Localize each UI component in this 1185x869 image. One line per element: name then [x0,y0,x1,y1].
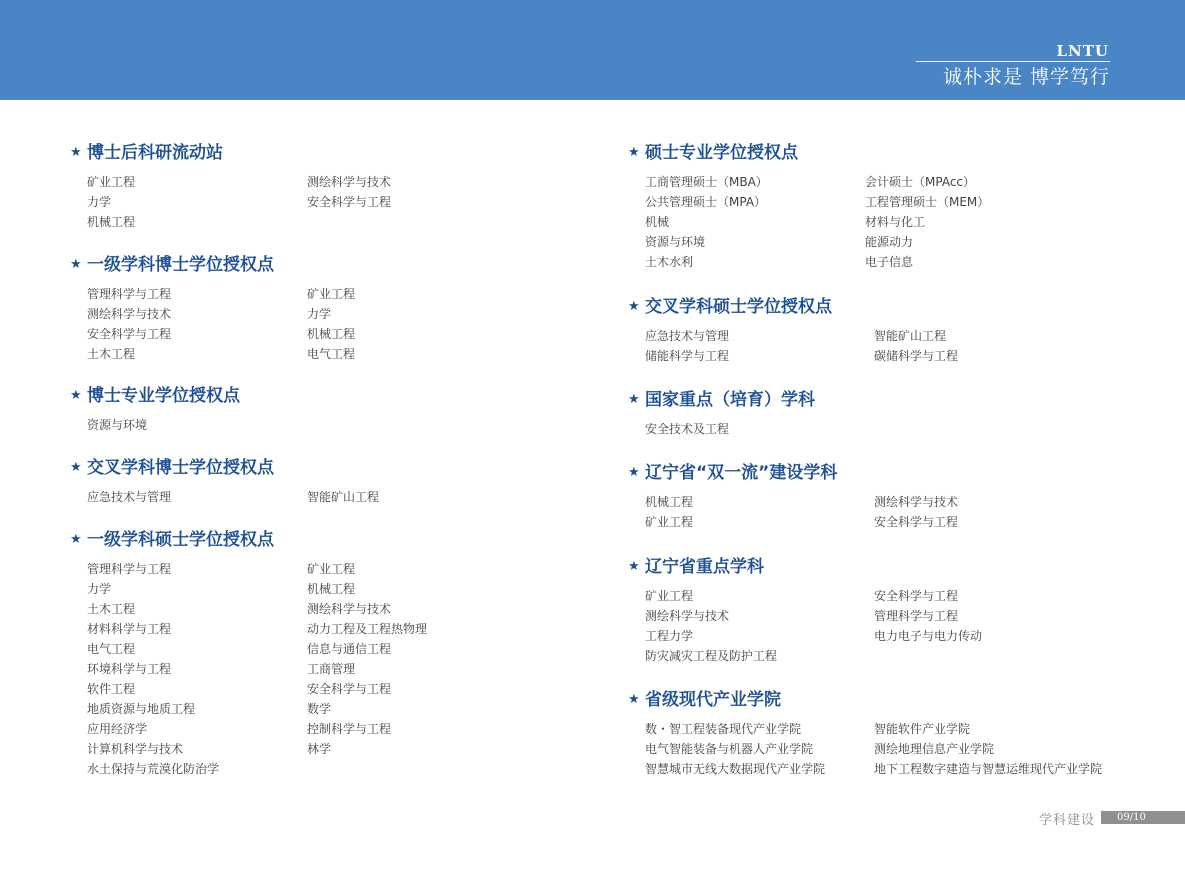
section-title: 博士专业学位授权点 [87,386,240,406]
subject-section [628,294,1134,366]
subject-item: 地下工程数字建造与智慧运维现代产业学院 [874,762,1103,776]
subject-item: 信息与通信工程 [307,642,392,656]
subject-item: 力学 [307,307,332,321]
subject-item: 机械工程 [645,495,694,509]
subject-list [628,492,1134,532]
subject-list [628,586,1134,666]
star-icon: ★ [70,532,82,547]
section-title: 省级现代产业学院 [645,690,781,710]
subject-item: 智能矿山工程 [307,490,380,504]
subject-item: 机械工程 [307,327,356,341]
subject-item: 土木工程 [87,602,136,616]
subject-item: 机械 [645,215,670,229]
subject-item: 林学 [307,742,332,756]
section-title: 一级学科硕士学位授权点 [87,530,274,550]
subject-item: 安全科学与工程 [874,589,959,603]
subject-item: 测绘科学与技术 [645,609,730,623]
subject-item: 安全科学与工程 [874,515,959,529]
subject-list [70,415,527,435]
star-icon: ★ [70,145,82,160]
star-icon: ★ [628,692,640,707]
subject-item: 智能软件产业学院 [874,722,971,736]
subject-section [628,554,1134,666]
subject-item: 矿业工程 [307,287,356,301]
section-heading [628,554,1134,580]
subject-item: 矿业工程 [307,562,356,576]
subject-list [628,326,1134,366]
star-icon: ★ [628,145,640,160]
subject-item: 应用经济学 [87,722,148,736]
subject-item: 数・智工程装备现代产业学院 [645,722,802,736]
subject-item: 电气工程 [87,642,136,656]
subject-item: 测绘科学与技术 [874,495,959,509]
star-icon: ★ [628,559,640,574]
subject-item: 应急技术与管理 [645,329,730,343]
subject-section [628,140,1085,272]
section-heading [628,140,1085,166]
subject-section [70,140,527,232]
star-icon: ★ [70,388,82,403]
subject-item: 管理科学与工程 [87,562,172,576]
subject-item: 工商管理硕士（MBA） [645,175,768,189]
university-abbreviation: LNTU [1056,42,1109,60]
subject-item: 土木工程 [87,347,136,361]
section-heading [628,387,1134,413]
subject-item: 储能科学与工程 [645,349,730,363]
section-heading [628,294,1134,320]
subject-item: 数学 [307,702,332,716]
star-icon: ★ [628,465,640,480]
section-title: 辽宁省“双一流”建设学科 [645,463,838,483]
subject-item: 碳储科学与工程 [874,349,959,363]
footer-section-label: 学科建设 [1039,813,1096,828]
star-icon: ★ [70,257,82,272]
subject-item: 公共管理硕士（MPA） [645,195,767,209]
subject-item: 工程管理硕士（MEM） [865,195,990,209]
subject-item: 资源与环境 [645,235,706,249]
section-title: 交叉学科硕士学位授权点 [645,297,832,317]
university-motto: 诚朴求是 博学笃行 [942,66,1110,88]
subject-item: 管理科学与工程 [874,609,959,623]
header-banner [0,0,1185,100]
subject-item: 机械工程 [307,582,356,596]
section-heading [70,455,527,481]
subject-section [70,455,527,507]
section-heading [628,460,1134,486]
subject-item: 资源与环境 [87,418,148,432]
section-heading [70,252,527,278]
subject-section [628,387,1134,439]
subject-section [70,527,527,779]
subject-item: 力学 [87,195,112,209]
section-title: 交叉学科博士学位授权点 [87,458,274,478]
subject-item: 会计硕士（MPAcc） [865,175,976,189]
subject-item: 测绘科学与技术 [87,307,172,321]
subject-item: 电气工程 [307,347,356,361]
subject-list [70,172,527,232]
subject-item: 计算机科学与技术 [87,742,184,756]
star-icon: ★ [628,299,640,314]
subject-item: 测绘科学与技术 [307,175,392,189]
subject-item: 安全科学与工程 [87,327,172,341]
subject-item: 地质资源与地质工程 [87,702,196,716]
subject-list [70,559,527,779]
star-icon: ★ [70,460,82,475]
subject-item: 动力工程及工程热物理 [307,622,428,636]
section-heading [70,527,527,553]
subject-item: 材料与化工 [865,215,926,229]
subject-item: 电气智能装备与机器人产业学院 [645,742,814,756]
subject-list [628,419,1134,439]
subject-item: 软件工程 [87,682,136,696]
subject-list [628,172,1085,272]
subject-item: 应急技术与管理 [87,490,172,504]
section-heading [628,687,1134,713]
subject-item: 土木水利 [645,255,694,269]
star-icon: ★ [628,392,640,407]
section-title: 国家重点（培育）学科 [645,390,815,410]
subject-section [628,687,1134,779]
subject-list [70,284,527,364]
subject-section [628,460,1134,532]
subject-item: 水土保持与荒漠化防治学 [87,762,220,776]
subject-item: 测绘科学与技术 [307,602,392,616]
subject-item: 能源动力 [865,235,914,249]
subject-item: 材料科学与工程 [87,622,172,636]
subject-item: 电力电子与电力传动 [874,629,983,643]
section-title: 辽宁省重点学科 [645,557,764,577]
subject-item: 工商管理 [307,662,356,676]
subject-item: 控制科学与工程 [307,722,392,736]
subject-item: 矿业工程 [87,175,136,189]
subject-section [70,383,527,435]
subject-section [70,252,527,364]
subject-list [70,487,527,507]
subject-item: 安全技术及工程 [645,422,730,436]
subject-list [628,719,1134,779]
section-heading [70,383,527,409]
subject-item: 安全科学与工程 [307,195,392,209]
subject-item: 测绘地理信息产业学院 [874,742,995,756]
section-title: 硕士专业学位授权点 [645,143,798,163]
subject-item: 防灾减灾工程及防护工程 [645,649,778,663]
subject-item: 智慧城市无线大数据现代产业学院 [645,762,826,776]
subject-item: 智能矿山工程 [874,329,947,343]
subject-item: 矿业工程 [645,589,694,603]
subject-item: 工程力学 [645,629,694,643]
section-title: 博士后科研流动站 [87,143,223,163]
subject-item: 矿业工程 [645,515,694,529]
subject-item: 安全科学与工程 [307,682,392,696]
page-number: 09/10 [1101,811,1185,824]
subject-item: 环境科学与工程 [87,662,172,676]
subject-item: 电子信息 [865,255,914,269]
subject-item: 管理科学与工程 [87,287,172,301]
subject-item: 力学 [87,582,112,596]
subject-item: 机械工程 [87,215,136,229]
section-heading [70,140,527,166]
section-title: 一级学科博士学位授权点 [87,255,274,275]
